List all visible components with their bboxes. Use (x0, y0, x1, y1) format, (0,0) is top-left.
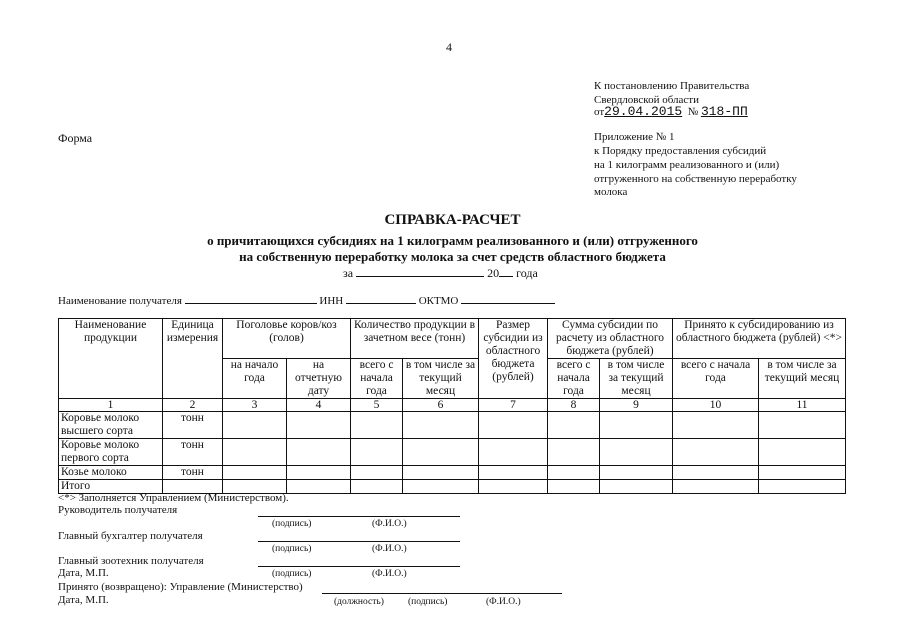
header-qty-month: в том числе за текущий месяц (403, 359, 479, 399)
table-cell[interactable] (351, 412, 403, 439)
sign-accepted-fio: (Ф.И.О.) (486, 597, 521, 607)
table-cell[interactable] (351, 439, 403, 466)
table-cell[interactable] (673, 412, 759, 439)
sign-accepted-dolzhnost: (должность) (334, 597, 384, 607)
sign-accepted-label: Принято (возвращено): Управление (Министерство) (58, 581, 303, 593)
table-cell[interactable] (287, 466, 351, 480)
table-cell[interactable] (223, 439, 287, 466)
sign-zootech-line[interactable] (258, 566, 460, 567)
table-cell[interactable] (600, 439, 673, 466)
table-cell[interactable] (223, 412, 287, 439)
header-acc-total: всего с начала года (673, 359, 759, 399)
table-cell[interactable] (759, 466, 846, 480)
header-sum-month: в том числе за текущий месяц (600, 359, 673, 399)
header-rate: Размер субсидии из областного бюджета (рублей) (479, 319, 548, 399)
table-cell[interactable] (287, 480, 351, 494)
row-product-name: Козье молоко (59, 466, 163, 480)
header-qty-total: всего с начала года (351, 359, 403, 399)
table-row (59, 466, 846, 480)
sign-accountant-line[interactable] (258, 541, 460, 542)
table-cell[interactable] (403, 480, 479, 494)
header-qty: Количество продукции в зачетном весе (тонн) (351, 319, 479, 359)
sign-accepted-line[interactable] (322, 593, 562, 594)
row-total-label: Итого (59, 480, 163, 494)
column-number: 7 (479, 399, 548, 412)
sign-head-fio: (Ф.И.О.) (372, 519, 407, 529)
number-prefix: № (687, 106, 699, 118)
document-title: СПРАВКА-РАСЧЕТ (384, 212, 521, 228)
table-cell[interactable] (548, 466, 600, 480)
table-cell[interactable] (287, 412, 351, 439)
sign-head-line[interactable] (258, 516, 460, 517)
oktmo-label: ОКТМО (418, 295, 459, 307)
column-number: 1 (59, 399, 163, 412)
subsidy-table (58, 318, 846, 494)
row-product-name: Коровье молоко высшего сорта (59, 412, 163, 439)
period-prefix: за (343, 266, 354, 280)
table-cell[interactable] (600, 480, 673, 494)
recipient-line (58, 292, 555, 308)
period-year: 20 (487, 266, 500, 280)
table-cell[interactable] (223, 466, 287, 480)
decree-line-2: Свердловской области (594, 94, 699, 106)
sign-zootech-label: Главный зоотехник получателя (58, 555, 204, 567)
row-unit: тонн (163, 439, 223, 466)
table-row (59, 412, 846, 439)
decree-line-1: К постановлению Правительства (594, 80, 750, 92)
table-cell[interactable] (479, 466, 548, 480)
table-cell[interactable] (403, 439, 479, 466)
table-cell[interactable] (479, 480, 548, 494)
header-herd-start: на начало года (223, 359, 287, 399)
forma-label: Форма (58, 131, 93, 145)
oktmo-field[interactable] (461, 292, 555, 304)
date-prefix: от (594, 106, 605, 118)
appendix-line-2: к Порядку предоставления субсидий (594, 145, 767, 157)
table-cell[interactable] (548, 439, 600, 466)
column-number: 11 (759, 399, 846, 412)
footnote: <*> Заполняется Управлением (Министерством). (58, 492, 289, 504)
title-line-2: о причитающихся субсидиях на 1 килограмм реализованного и (или) отгруженного (207, 233, 698, 248)
column-number: 2 (163, 399, 223, 412)
sign-accepted-podpis: (подпись) (408, 597, 448, 607)
page-number: 4 (446, 40, 452, 54)
table-cell[interactable] (673, 480, 759, 494)
table-cell[interactable] (403, 466, 479, 480)
title-line-3: на собственную переработку молока за счет средств областного бюджета (239, 249, 666, 264)
table-cell[interactable] (759, 480, 846, 494)
header-herd-report: на отчетную дату (287, 359, 351, 399)
table-cell[interactable] (479, 412, 548, 439)
sign-date-mp-2: Дата, М.П. (58, 594, 109, 606)
table-cell[interactable] (673, 466, 759, 480)
table-cell[interactable] (287, 439, 351, 466)
column-number: 5 (351, 399, 403, 412)
header-unit: Единица измерения (163, 319, 223, 399)
sign-date-mp: Дата, М.П. (58, 567, 109, 579)
header-sum: Сумма субсидии по расчету из областного бюджета (рублей) (548, 319, 673, 359)
row-product-name: Коровье молоко первого сорта (59, 439, 163, 466)
table-cell[interactable] (351, 466, 403, 480)
sign-accountant-label: Главный бухгалтер получателя (58, 530, 203, 542)
sign-accountant-fio: (Ф.И.О.) (372, 544, 407, 554)
sign-zootech-fio: (Ф.И.О.) (372, 569, 407, 579)
header-accepted: Принято к субсидированию из областного бюджета (рублей) <*> (673, 319, 846, 359)
table-cell[interactable] (479, 439, 548, 466)
table-row (59, 439, 846, 466)
year-blank[interactable] (499, 265, 513, 277)
header-herd: Поголовье коров/коз (голов) (223, 319, 351, 359)
table-cell[interactable] (351, 480, 403, 494)
column-number: 9 (600, 399, 673, 412)
sign-head-label: Руководитель получателя (58, 504, 178, 516)
appendix-line-1: Приложение № 1 (594, 131, 675, 143)
row-unit: тонн (163, 466, 223, 480)
sign-zootech-podpis: (подпись) (272, 569, 312, 579)
column-number: 6 (403, 399, 479, 412)
column-number: 3 (223, 399, 287, 412)
appendix-line-4: отгруженного на собственную переработку (594, 173, 797, 185)
row-unit: тонн (163, 412, 223, 439)
table-cell[interactable] (600, 466, 673, 480)
inn-label: ИНН (319, 295, 344, 307)
table-cell[interactable] (759, 412, 846, 439)
header-sum-total: всего с начала года (548, 359, 600, 399)
column-number: 4 (287, 399, 351, 412)
sign-head-podpis: (подпись) (272, 519, 312, 529)
sign-accountant-podpis: (подпись) (272, 544, 312, 554)
table-cell[interactable] (673, 439, 759, 466)
table-cell[interactable] (759, 439, 846, 466)
header-product: Наименование продукции (59, 319, 163, 399)
period-line (343, 265, 538, 280)
decree-date-number (594, 105, 748, 119)
inn-field[interactable] (346, 292, 416, 304)
decree-number: 318-ПП (700, 104, 748, 119)
table-cell[interactable] (600, 412, 673, 439)
header-acc-month: в том числе за текущий месяц (759, 359, 846, 399)
table-cell[interactable] (548, 412, 600, 439)
table-cell[interactable] (548, 480, 600, 494)
column-number: 10 (673, 399, 759, 412)
recipient-name-field[interactable] (185, 292, 317, 304)
appendix-line-3: на 1 килограмм реализованного и (или) (594, 159, 780, 171)
column-number: 8 (548, 399, 600, 412)
decree-date: 29.04.2015 (604, 104, 683, 119)
period-blank[interactable] (356, 265, 484, 277)
recipient-name-label: Наименование получателя (58, 295, 182, 307)
appendix-line-5: молока (594, 186, 628, 198)
period-suffix: года (516, 266, 538, 280)
table-cell[interactable] (403, 412, 479, 439)
